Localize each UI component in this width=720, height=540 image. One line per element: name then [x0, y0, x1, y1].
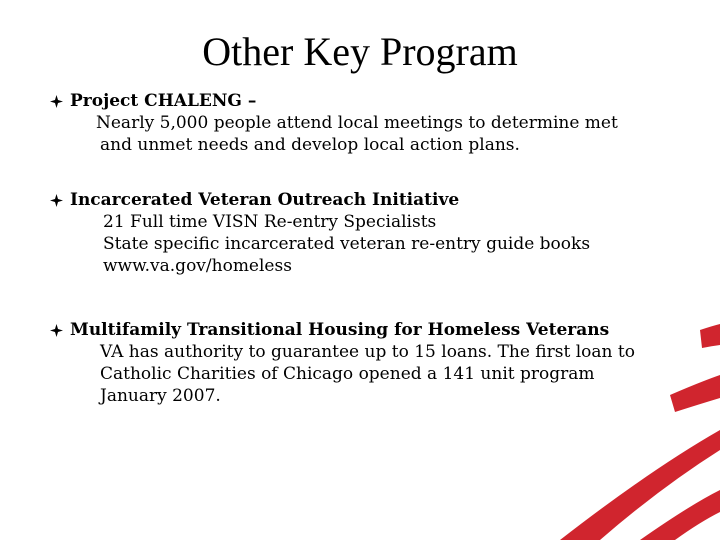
- stripe-red-3: [670, 375, 720, 412]
- slide-title: Other Key Program: [202, 29, 518, 74]
- diamond-bullet-icon: [50, 95, 63, 108]
- bullet-incarcerated-veteran: [50, 189, 590, 277]
- bullet-heading: Incarcerated Veteran Outreach Initiative: [70, 190, 460, 210]
- bullet-text-line: and unmet needs and develop local action plans.: [100, 135, 520, 155]
- bullet-text-line: VA has authority to guarantee up to 15 loans. The first loan to: [100, 342, 635, 362]
- bullet-text-line: Catholic Charities of Chicago opened a 141 unit program: [100, 364, 595, 384]
- diamond-bullet-icon: [50, 194, 63, 207]
- diamond-bullet-icon: [50, 324, 63, 337]
- stripe-red-1: [560, 430, 720, 540]
- stripe-red-2: [640, 490, 720, 540]
- bullet-text-line: 21 Full time VISN Re-entry Specialists: [103, 212, 437, 232]
- bullet-project-chaleng: [50, 90, 618, 156]
- bullet-text-line: January 2007.: [100, 386, 221, 406]
- bullet-text-line: Nearly 5,000 people attend local meetings to determine met: [96, 113, 618, 133]
- bullet-multifamily-housing: [50, 319, 635, 407]
- bullet-text-line: State specific incarcerated veteran re-entry guide books: [103, 234, 591, 254]
- bullet-heading: Multifamily Transitional Housing for Homeless Veterans: [70, 320, 610, 340]
- stripe-red-4: [700, 324, 720, 348]
- homeless-link: www.va.gov/homeless: [103, 256, 292, 276]
- bullet-heading: Project CHALENG –: [70, 91, 257, 111]
